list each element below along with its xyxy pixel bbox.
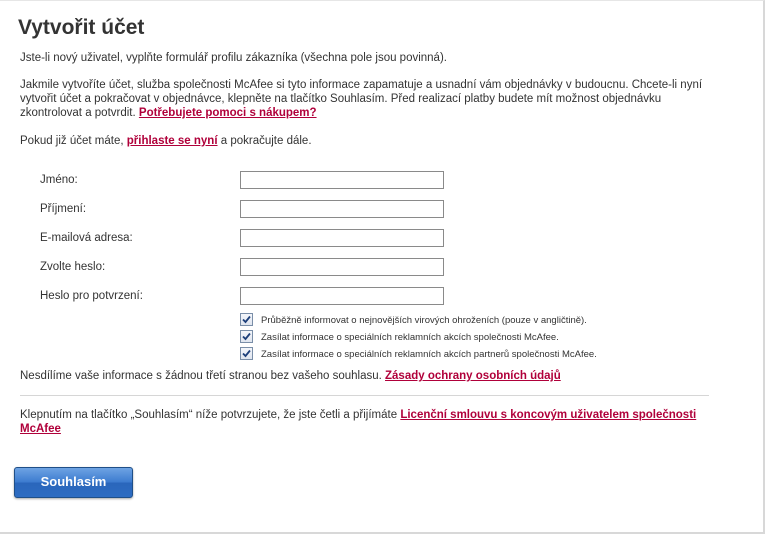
- virus-alerts-checkbox[interactable]: [240, 313, 253, 326]
- login-suffix: a pokračujte dále.: [220, 135, 312, 147]
- info-text: Jakmile vytvoříte účet, služba společnosti McAfee si tyto informace zapamatuje a usnadní vám objednávky v budoucnu. Chcete-li nyní vytvořit účet a pokračovat v objednávce, klepněte na tlačítko Souhlasím. Před realizací platby budete mít možnost objednávku zkontrolovat a potvrdit.: [20, 79, 703, 119]
- privacy-text: Nesdílíme vaše informace s žádnou třetí stranou bez vašeho souhlasu.: [20, 370, 382, 382]
- checkmark-icon: [242, 315, 251, 324]
- email-input[interactable]: [240, 229, 444, 247]
- checkmark-icon: [242, 332, 251, 341]
- intro-text: Jste-li nový uživatel, vyplňte formulář profilu zákazníka (všechna pole jsou povinná).: [20, 52, 447, 64]
- privacy-policy-link[interactable]: Zásady ochrany osobních údajů: [385, 370, 561, 382]
- agree-button[interactable]: Souhlasím: [14, 467, 133, 498]
- virus-alerts-label: Průběžně informovat o nejnovějších virových ohroženích (pouze v angličtině).: [261, 315, 587, 327]
- login-link[interactable]: přihlaste se nyní: [126, 135, 218, 147]
- mcafee-promo-option[interactable]: [240, 331, 559, 345]
- help-link[interactable]: Potřebujete pomoci s nákupem?: [138, 107, 317, 119]
- privacy-paragraph: [20, 369, 710, 383]
- last-name-input[interactable]: [240, 200, 444, 218]
- partner-promo-label: Zasílat informace o speciálních reklamních akcích partnerů společnosti McAfee.: [261, 349, 597, 361]
- password-input[interactable]: [240, 258, 444, 276]
- last-name-label: Příjmení:: [40, 203, 87, 215]
- login-prefix: Pokud již účet máte,: [20, 135, 124, 147]
- password-confirm-label: Heslo pro potvrzení:: [40, 290, 143, 302]
- partner-promo-checkbox[interactable]: [240, 347, 253, 360]
- password-label: Zvolte heslo:: [40, 261, 106, 273]
- login-paragraph: [20, 134, 710, 148]
- info-paragraph: [20, 78, 710, 120]
- page-title: Vytvořit účet: [18, 16, 145, 39]
- first-name-input[interactable]: [240, 171, 444, 189]
- checkmark-icon: [242, 349, 251, 358]
- password-confirm-input[interactable]: [240, 287, 444, 305]
- agreement-paragraph: [20, 408, 710, 436]
- mcafee-promo-checkbox[interactable]: [240, 330, 253, 343]
- divider: [20, 395, 709, 396]
- mcafee-promo-label: Zasílat informace o speciálních reklamních akcích společnosti McAfee.: [261, 332, 559, 344]
- agreement-text: Klepnutím na tlačítko „Souhlasím“ níže potvrzujete, že jste četli a přijímáte: [20, 409, 398, 421]
- email-label: E-mailová adresa:: [40, 232, 133, 244]
- partner-promo-option[interactable]: [240, 348, 597, 362]
- virus-alerts-option[interactable]: [240, 314, 587, 328]
- license-agreement-link[interactable]: Licenční smlouvu s koncovým uživatelem společnosti McAfee: [20, 409, 697, 435]
- first-name-label: Jméno:: [40, 174, 78, 186]
